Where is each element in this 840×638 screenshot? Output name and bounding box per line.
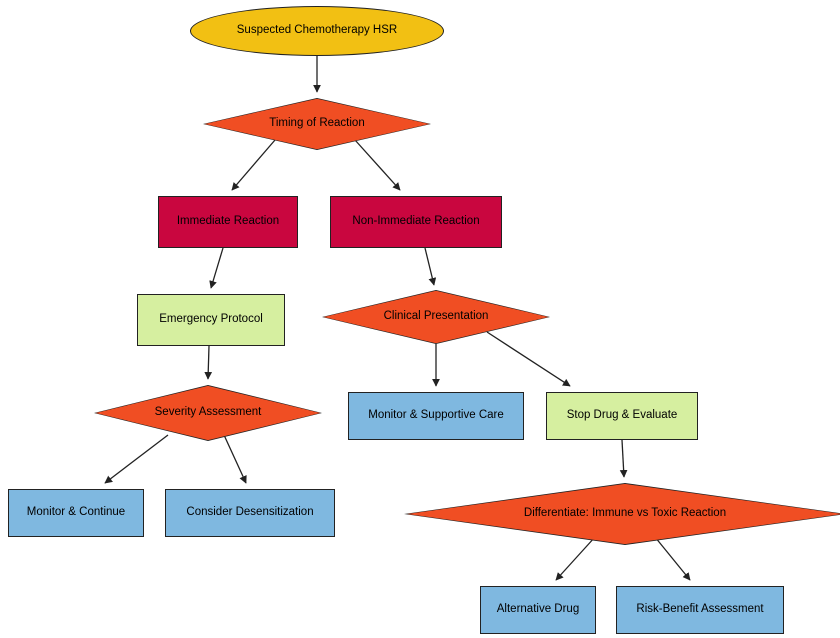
- node-severity[interactable]: [94, 385, 322, 441]
- node-timing[interactable]: [203, 98, 431, 150]
- node-start[interactable]: [190, 6, 444, 56]
- node-label: Monitor & Supportive Care: [368, 409, 504, 422]
- edge-emergency-to-severity: [208, 346, 209, 379]
- edge-nonimmediate-to-clinical: [425, 248, 434, 285]
- node-label: Alternative Drug: [496, 603, 580, 616]
- node-label: Clinical Presentation: [383, 310, 489, 323]
- node-label: Severity Assessment: [154, 406, 262, 419]
- node-label: Suspected Chemotherapy HSR: [236, 24, 398, 37]
- node-nonimmediate[interactable]: [330, 196, 502, 248]
- node-label: Stop Drug & Evaluate: [566, 409, 678, 422]
- node-label: Non-Immediate Reaction: [352, 215, 480, 228]
- node-differentiate[interactable]: [404, 483, 840, 545]
- node-riskbenefit[interactable]: [616, 586, 784, 634]
- edge-stopdrug-to-differentiate: [622, 440, 624, 477]
- node-stopdrug[interactable]: [546, 392, 698, 440]
- node-label: Consider Desensitization: [186, 506, 314, 519]
- node-immediate[interactable]: [158, 196, 298, 248]
- node-label: Risk-Benefit Assessment: [636, 603, 764, 616]
- edge-severity-to-monitorcont: [105, 435, 168, 483]
- node-label: Differentiate: Immune vs Toxic Reaction: [523, 507, 727, 520]
- node-emergency[interactable]: [137, 294, 285, 346]
- node-label: Emergency Protocol: [159, 313, 263, 326]
- node-label: Timing of Reaction: [269, 117, 365, 130]
- edge-severity-to-desens: [224, 435, 246, 483]
- node-monitorsup[interactable]: [348, 392, 524, 440]
- edge-immediate-to-emergency: [211, 248, 223, 288]
- node-desens[interactable]: [165, 489, 335, 537]
- node-clinical[interactable]: [322, 290, 550, 344]
- node-altdrug[interactable]: [480, 586, 596, 634]
- node-monitorcont[interactable]: [8, 489, 144, 537]
- node-label: Immediate Reaction: [176, 215, 280, 228]
- node-label: Monitor & Continue: [26, 506, 126, 519]
